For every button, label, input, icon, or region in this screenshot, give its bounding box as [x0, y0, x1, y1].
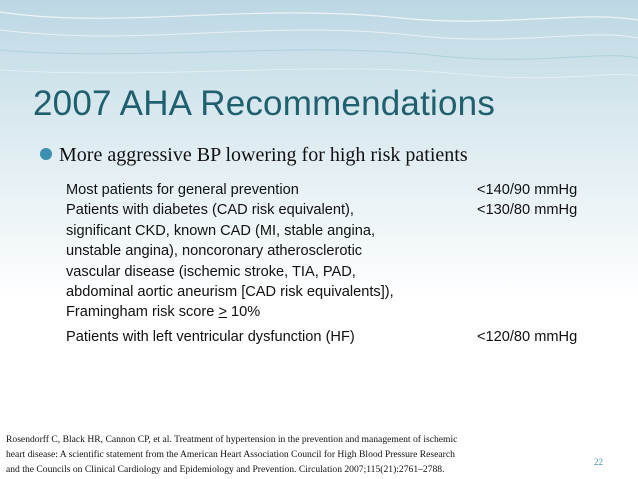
bullet-text: More aggressive BP lowering for high risk patients	[59, 144, 468, 166]
description-line	[66, 302, 471, 322]
row-bp-target: <140/90 mmHg	[477, 182, 578, 198]
description-line: Patients with left ventricular dysfunction (HF)	[66, 328, 355, 345]
slide-title: 2007 AHA Recommendations	[33, 84, 496, 123]
row-bp-target: <120/80 mmHg	[477, 328, 578, 345]
citation-footnote	[6, 432, 566, 477]
bp-targets-table	[66, 180, 606, 347]
table-row	[66, 200, 606, 322]
citation-line: heart disease: A scientific statement from the American Heart Association Council for High Blood Pressure Research	[6, 449, 455, 460]
citation-line: Rosendorff C, Black HR, Cannon CP, et al. Treatment of hypertension in the prevention and management of ischemic	[6, 434, 458, 445]
row-description	[66, 327, 471, 347]
description-line: abdominal aortic aneurism [CAD risk equivalents]),	[66, 284, 394, 301]
citation-line: and the Councils on Clinical Cardiology and Epidemiology and Prevention. Circulation 2007;115(21):2761–2788.	[6, 464, 445, 475]
description-line: Most patients for general prevention	[66, 182, 299, 198]
description-line: vascular disease (ischemic stroke, TIA, PAD,	[66, 263, 356, 280]
row-bp-target: <130/80 mmHg	[477, 202, 578, 219]
bullet-item	[40, 144, 468, 167]
description-line: Patients with diabetes (CAD risk equivalent),	[66, 202, 354, 219]
greater-equal-symbol: >	[218, 304, 227, 321]
framingham-label: Framingham risk score	[66, 304, 219, 321]
slide-number: 22	[594, 457, 603, 467]
framingham-threshold: 10%	[227, 304, 261, 321]
row-description	[66, 200, 471, 322]
table-row	[66, 327, 606, 347]
description-line: significant CKD, known CAD (MI, stable angina,	[66, 222, 376, 239]
table-row	[66, 180, 606, 200]
description-line: unstable angina), noncoronary atherosclerotic	[66, 243, 363, 260]
bullet-dot-icon	[40, 148, 52, 160]
row-description	[66, 180, 471, 200]
